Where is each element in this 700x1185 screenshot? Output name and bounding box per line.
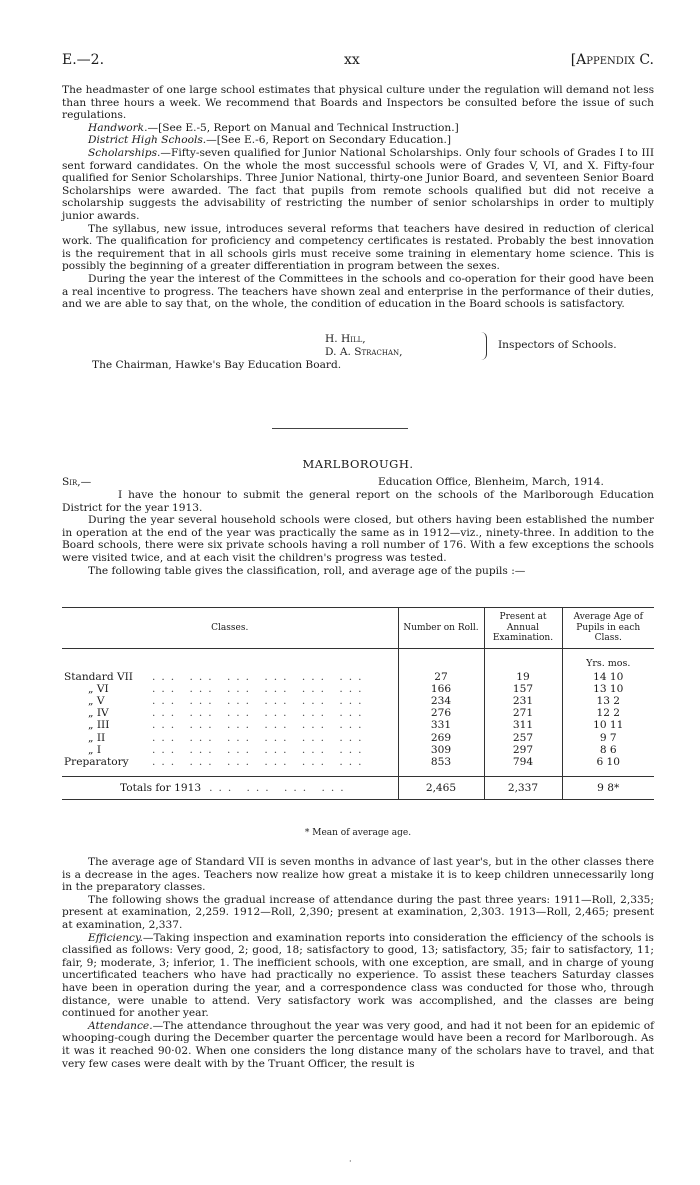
class-label bbox=[62, 756, 398, 768]
table-row bbox=[62, 719, 654, 731]
roll-cell: 27 bbox=[398, 671, 484, 683]
table-body bbox=[62, 648, 654, 800]
class-label bbox=[62, 732, 398, 744]
col-header-roll: Number on Roll. bbox=[398, 608, 484, 649]
paragraph-efficiency bbox=[62, 932, 654, 1020]
age-cell: 13 2 bbox=[562, 695, 654, 707]
header-appendix: [Appendix C. bbox=[570, 52, 654, 68]
classification-table bbox=[62, 607, 654, 800]
roll-cell: 166 bbox=[398, 683, 484, 695]
present-cell: 231 bbox=[484, 695, 562, 707]
attendance-heading: Attendance. bbox=[88, 1019, 153, 1032]
paragraph-attendance-increase: The following shows the gradual increase of attendance during the past three years: 1911—Roll, 2,335; present at examination, 2,259. 1912—Roll, 2,390; present at examination, 2,303. 1913—Roll, 2,465; present at examination, 2,337. bbox=[62, 893, 654, 931]
roll-cell: 331 bbox=[398, 719, 484, 731]
paragraph-district-high-schools bbox=[62, 134, 654, 147]
class-label bbox=[62, 671, 398, 683]
paragraph-table-intro: The following table gives the classification, roll, and average age of the pupils :— bbox=[88, 564, 526, 577]
age-cell: 9 7 bbox=[562, 732, 654, 744]
paragraph-handwork bbox=[62, 122, 654, 135]
paragraph-household-schools: During the year several household schools were closed, but others having been established the number in operation at the end of the year was practically the same as in 1912—viz., ninety-three. In addition to the Board schools, there were six private schools having a roll number of 176. With a few exceptions the schools were visited twice, and at each visit the children's progress was tested. bbox=[62, 514, 654, 564]
totals-age: 9 8* bbox=[562, 777, 654, 800]
paragraph-physical-culture: The headmaster of one large school estimates that physical culture under the regulation will demand not less than three hours a week. We recommend that Boards and Inspectors be consulted before the issue of such regulations. bbox=[62, 84, 654, 122]
leader-dots: ... ... ... ... ... ... bbox=[152, 719, 368, 732]
table-row bbox=[62, 671, 654, 683]
class-name: „ V bbox=[88, 694, 105, 707]
table-row bbox=[62, 683, 654, 695]
handwork-heading: Handwork. bbox=[88, 121, 148, 134]
roll-cell: 309 bbox=[398, 744, 484, 756]
col-header-present: Present at Annual Examination. bbox=[484, 608, 562, 649]
attendance-text: —The attendance throughout the year was very good, and had it not been for an epidemic of whooping-cough during the December quarter the percentage would have been a record for Marlborough. As it was it reached 90·02. When one considers the long distance many of the scholars have to travel, and that very few cases were dealt with by the Truant Officer, the result is bbox=[62, 1019, 654, 1070]
efficiency-heading: Efficiency. bbox=[88, 931, 143, 944]
class-name: „ II bbox=[88, 731, 106, 744]
totals-roll: 2,465 bbox=[398, 777, 484, 800]
paragraph-average-age: The average age of Standard VII is seven months in advance of last year's, but in the other classes there is a decrease in the ages. Teachers now realize how great a mistake it is to keep children unnecessarily long in the preparatory classes. bbox=[62, 856, 654, 894]
leader-dots: ... ... ... ... ... ... bbox=[152, 682, 368, 695]
paragraph-committees: During the year the interest of the Committees in the schools and co-operation for their good have been a real incentive to progress. The teachers have shown zeal and enterprise in the performance of their duties, and we are able to say that, on the whole, the condition of education in the Board schools is satisfactory. bbox=[62, 272, 654, 311]
signature-name-strachan: D. A. Strachan, bbox=[325, 346, 403, 358]
page-header bbox=[62, 52, 654, 72]
table-row bbox=[62, 695, 654, 707]
leader-dots: ... ... ... ... ... ... bbox=[152, 670, 368, 683]
signature-name-hill: H. Hill, bbox=[325, 333, 366, 345]
section-title: MARLBOROUGH. bbox=[302, 457, 414, 471]
age-cell: 10 11 bbox=[562, 719, 654, 731]
class-name: Standard VII bbox=[64, 670, 133, 683]
dhs-text: —[See E.-6, Report on Secondary Education.] bbox=[206, 134, 451, 147]
present-cell: 257 bbox=[484, 732, 562, 744]
paragraph-attendance bbox=[62, 1020, 654, 1070]
paragraph-scholarships bbox=[62, 147, 654, 223]
age-cell: 8 6 bbox=[562, 744, 654, 756]
class-name: „ VI bbox=[88, 682, 109, 695]
totals-text: Totals for 1913 bbox=[120, 782, 202, 795]
age-cell: 6 10 bbox=[562, 756, 654, 768]
signature-addressee: The Chairman, Hawke's Bay Education Board. bbox=[92, 359, 342, 371]
age-cell: 13 10 bbox=[562, 683, 654, 695]
leader-dots: ... ... ... ... ... ... bbox=[152, 731, 368, 744]
section-divider bbox=[272, 428, 408, 429]
totals-label bbox=[62, 777, 398, 800]
col-header-classes: Classes. bbox=[62, 608, 398, 649]
class-name: „ III bbox=[88, 719, 110, 732]
dhs-heading: District High Schools. bbox=[88, 134, 207, 147]
scholarships-text: —Fifty-seven qualified for Junior National Scholarships. Only four schools of Grades I to III sent forward candidates. On the whole the most successful schools were of Grades V, VI, and X. Fifty-four qualified for Senior Scholarships. Three Junior National, thirty-one Junior Board, and seventeen Senior Board Scholarships were awarded. The fact that pupils from remote schools qualified but did not receive a scholarship suggests the advisability of restricting the number of senior scholarships in order to multiply junior awards. bbox=[62, 146, 654, 222]
table-row bbox=[62, 744, 654, 756]
class-label bbox=[62, 707, 398, 719]
signature-role: Inspectors of Schools. bbox=[498, 339, 617, 351]
present-cell: 311 bbox=[484, 719, 562, 731]
roll-cell: 276 bbox=[398, 707, 484, 719]
signature-brace bbox=[480, 332, 487, 360]
class-label bbox=[62, 683, 398, 695]
class-label bbox=[62, 695, 398, 707]
table-footnote: * Mean of average age. bbox=[304, 828, 412, 838]
spacer-row bbox=[62, 768, 654, 777]
leader-dots: ... ... ... ... ... ... bbox=[152, 755, 368, 768]
marlborough-intro bbox=[62, 489, 654, 577]
col-header-age: Average Age of Pupils in each Class. bbox=[562, 608, 654, 649]
footer-mark: · bbox=[349, 1157, 352, 1166]
leader-dots: ... ... ... ... ... ... bbox=[152, 694, 368, 707]
age-units: Yrs. mos. bbox=[562, 648, 654, 671]
paragraph-honour: I have the honour to submit the general report on the schools of the Marlborough Education District for the year 1913. bbox=[62, 489, 654, 514]
marlborough-salutation-line bbox=[62, 476, 654, 489]
scholarships-heading: Scholarships. bbox=[88, 146, 161, 159]
marlborough-body bbox=[62, 856, 654, 1070]
class-label bbox=[62, 719, 398, 731]
roll-cell: 269 bbox=[398, 732, 484, 744]
units-row bbox=[62, 648, 654, 671]
hawkes-bay-report-ending bbox=[62, 84, 654, 311]
header-page-number: xx bbox=[344, 52, 360, 68]
class-name: „ I bbox=[88, 743, 102, 756]
handwork-text: —[See E.-5, Report on Manual and Technical Instruction.] bbox=[147, 121, 459, 134]
class-label bbox=[62, 744, 398, 756]
present-cell: 297 bbox=[484, 744, 562, 756]
present-cell: 157 bbox=[484, 683, 562, 695]
salutation: Sir,— bbox=[62, 476, 92, 488]
leader-dots: ... ... ... ... ... ... bbox=[152, 743, 368, 756]
header-reference: E.—2. bbox=[62, 52, 105, 68]
totals-row bbox=[62, 777, 654, 800]
present-cell: 271 bbox=[484, 707, 562, 719]
leader-dots: ... ... ... ... ... ... bbox=[152, 707, 368, 720]
table-row bbox=[62, 756, 654, 768]
table-row bbox=[62, 707, 654, 719]
efficiency-text: —Taking inspection and examination reports into consideration the efficiency of the schools is classified as follows: Very good, 2; good, 18; satisfactory to good, 13; satisfactory, 35; fair to satisfactory, 11; fair, 9; moderate, 3; inferior, 1. The inefficient schools, with one exception, are small, and in charge of young uncertificated teachers who have had practically no experience. To assist these teachers Saturday classes have been in operation during the year, and a correspondence class was conducted for those who, through distance, were unable to attend. Very satisfactory work was accomplished, and the classes are being continued for another year. bbox=[62, 931, 654, 1020]
totals-present: 2,337 bbox=[484, 777, 562, 800]
age-cell: 14 10 bbox=[562, 671, 654, 683]
class-name: Preparatory bbox=[64, 755, 129, 768]
age-cell: 12 2 bbox=[562, 707, 654, 719]
paragraph-syllabus: The syllabus, new issue, introduces several reforms that teachers have desired in reduction of clerical work. The qualification for proficiency and competency certificates is restated. Probably the best innovation is the requirement that in all schools girls must receive some training in elementary home science. This is possibly the beginning of a greater differentiation in program between the sexes. bbox=[62, 222, 654, 273]
table-header-row bbox=[62, 608, 654, 649]
present-cell: 794 bbox=[484, 756, 562, 768]
class-name: „ IV bbox=[88, 707, 109, 720]
roll-cell: 234 bbox=[398, 695, 484, 707]
table-row bbox=[62, 732, 654, 744]
leader-dots: ... ... ... ... bbox=[209, 782, 350, 795]
dateline: Education Office, Blenheim, March, 1914. bbox=[378, 476, 604, 488]
roll-cell: 853 bbox=[398, 756, 484, 768]
present-cell: 19 bbox=[484, 671, 562, 683]
